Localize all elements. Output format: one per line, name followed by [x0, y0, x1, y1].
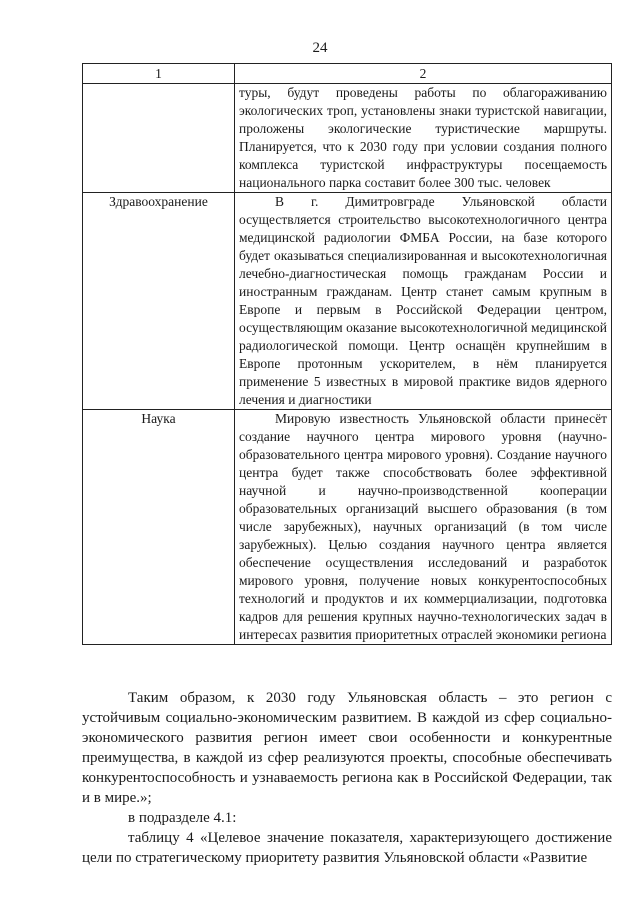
table-header-col-1: 1: [83, 64, 235, 84]
table-row: [83, 410, 612, 645]
table-row: [83, 193, 612, 410]
row-text-science: Мировую известность Ульяновской области принесёт создание научного центра мирового уровня (научно-образовательного центра мирового уровня). Создание научного центра будет также способствовать более эффективной научной и научно-производственной кооперации образовательных организаций высшего образования (в том числе зарубежных), научных организаций (в том числе зарубежных). Целью создания научного центра является обеспечение осуществления исследований и разработок мирового уровня, получение новых конкурентоспособных технологий и продуктов и их коммерциализации, подготовка кадров для решения крупных научно-технологических задач в интересах развития приоритетных отраслей экономики региона: [235, 410, 612, 645]
row-label-continuation: [83, 84, 235, 193]
body-text: [82, 688, 612, 868]
row-label-science: Наука: [83, 410, 235, 645]
table-reference-line: таблицу 4 «Целевое значение показателя, характеризующего достижение цели по стратегическому приоритету развития Ульяновской области «Развитие: [82, 830, 612, 866]
row-text-continuation: туры, будут проведены работы по облагораживанию экологических троп, установлены знаки туристской навигации, проложены экологические туристические маршруты. Планируется, что к 2030 году при условии создания полного комплекса туристской инфраструктуры посещаемость национального парка составит более 300 тыс. человек: [235, 84, 612, 193]
table-header-row: [83, 64, 612, 84]
row-label-healthcare: Здравоохранение: [83, 193, 235, 410]
row-text-healthcare: В г. Димитровграде Ульяновской области осуществляется строительство высокотехнологичного центра медицинской радиологии ФМБА России, на базе которого будет оказываться специализированная и высокотехнологичная лечебно-диагностическая помощь гражданам России и иностранным гражданам. Центр станет самым крупным в Европе и первым в Российской Федерации центром, осуществляющим оказание высокотехнологичной медицинской радиологической помощи. Центр оснащён крупнейшим в Европе протонным ускорителем, в нём планируется применение 5 известных в мировой практике видов ядерного лечения и диагностики: [235, 193, 612, 410]
page-number: 24: [312, 40, 328, 56]
subsection-line: в подразделе 4.1:: [128, 810, 237, 826]
content-table: [82, 63, 612, 645]
table-header-col-2: 2: [235, 64, 612, 84]
conclusion-paragraph: Таким образом, к 2030 году Ульяновская область – это регион с устойчивым социально-экономическим развитием. В каждой из сфер социально-экономического развития регион имеет свои особенности и конкурентные преимущества, в каждой из сфер реализуются проекты, способные обеспечивать конкурентоспособность и узнаваемость региона как в Российской Федерации, так и в мире.»;: [82, 690, 612, 806]
table-row: [83, 84, 612, 193]
